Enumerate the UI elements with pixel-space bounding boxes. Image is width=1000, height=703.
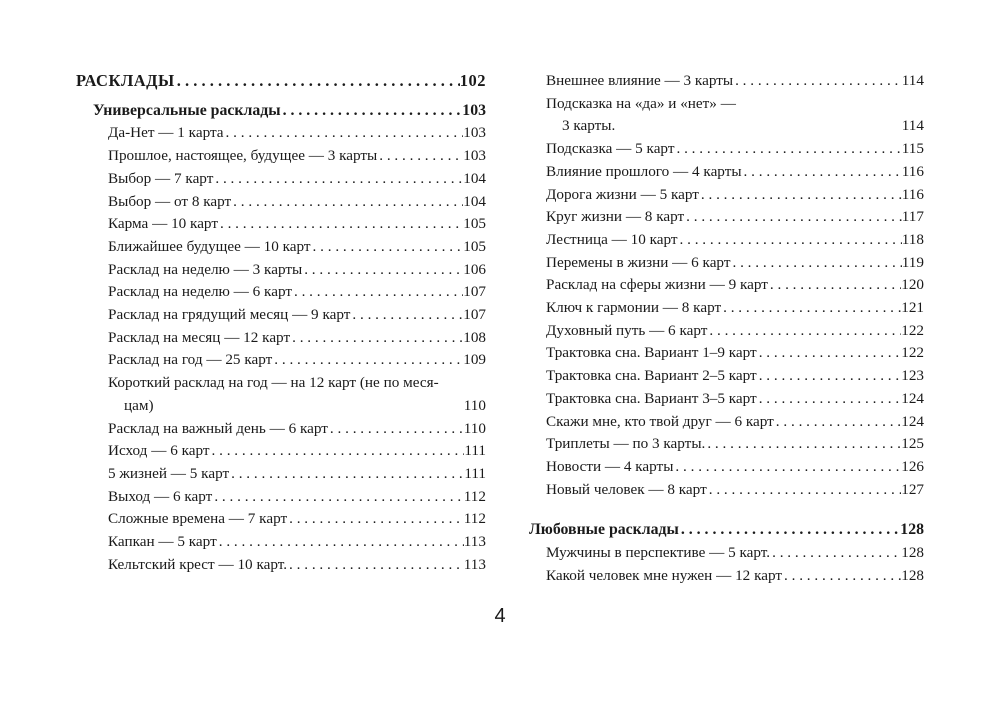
toc-entry-title: Ключ к гармонии — 8 карт bbox=[546, 299, 722, 317]
toc-entry-page: 122 bbox=[901, 321, 924, 339]
toc-section-title: РАСКЛАДЫ bbox=[76, 71, 175, 90]
leader-dots bbox=[231, 191, 463, 214]
toc-entry-title: Трактовка сна. Вариант 3–5 карт bbox=[546, 389, 757, 407]
toc-entry-page: 110 bbox=[463, 419, 486, 437]
toc-entry[interactable] bbox=[76, 168, 486, 191]
leader-dots bbox=[212, 486, 463, 509]
toc-entry[interactable] bbox=[76, 327, 486, 350]
toc-entry-page: 115 bbox=[901, 140, 924, 158]
leader-dots bbox=[705, 433, 901, 456]
toc-entry-title-line2: цам) bbox=[124, 396, 154, 414]
leader-dots bbox=[684, 206, 902, 229]
leader-dots bbox=[733, 70, 902, 93]
toc-entry-page: 104 bbox=[463, 169, 486, 187]
toc-entry-page: 103 bbox=[463, 147, 486, 165]
toc-entry-title: Триплеты — по 3 карты. bbox=[546, 435, 706, 453]
toc-entry-page: 127 bbox=[901, 480, 924, 498]
toc-entry-title: Сложные времена — 7 карт bbox=[108, 510, 288, 528]
toc-entry-page: 114 bbox=[901, 72, 924, 89]
toc-entry[interactable] bbox=[529, 297, 924, 320]
toc-entry[interactable] bbox=[76, 554, 486, 577]
leader-dots bbox=[281, 100, 463, 123]
leader-dots bbox=[730, 252, 901, 275]
leader-dots bbox=[674, 138, 901, 161]
leader-dots bbox=[678, 229, 902, 252]
leader-dots bbox=[673, 456, 901, 479]
toc-entry-page: 121 bbox=[901, 299, 924, 317]
toc-subsection-title: Универсальные расклады bbox=[93, 101, 281, 119]
toc-entry[interactable] bbox=[76, 304, 486, 327]
toc-entry-title: Круг жизни — 8 карт bbox=[546, 208, 685, 226]
toc-entry-page: 118 bbox=[901, 230, 924, 248]
toc-section-page: 102 bbox=[459, 71, 486, 90]
toc-entry-page: 124 bbox=[901, 412, 924, 430]
toc-entry-title-line1: Подсказка на «да» и «нет» — bbox=[546, 94, 736, 112]
leader-dots bbox=[175, 70, 460, 93]
toc-entry[interactable] bbox=[529, 274, 924, 297]
leader-dots bbox=[210, 440, 465, 463]
toc-entry-page: 105 bbox=[463, 215, 486, 233]
toc-entry-page: 103 bbox=[463, 124, 486, 142]
leader-dots bbox=[290, 327, 463, 350]
toc-left-items bbox=[76, 122, 486, 372]
toc-entry-title: Трактовка сна. Вариант 2–5 карт bbox=[546, 367, 757, 385]
toc-entry[interactable] bbox=[529, 206, 924, 229]
toc-entry-title: Мужчины в перспективе — 5 карт. bbox=[546, 544, 771, 562]
toc-entry-title: Новости — 4 карты bbox=[546, 457, 674, 475]
leader-dots bbox=[218, 213, 463, 236]
toc-entry[interactable] bbox=[76, 418, 486, 441]
toc-subsection-page: 128 bbox=[900, 521, 924, 539]
toc-subsection-entry[interactable] bbox=[76, 100, 486, 123]
toc-entry-title: Перемены в жизни — 6 карт bbox=[546, 253, 731, 271]
toc-right-items-2 bbox=[529, 542, 924, 587]
toc-entry-page: 113 bbox=[463, 533, 486, 551]
toc-entry-title-line2: 3 карты. bbox=[562, 117, 616, 135]
toc-entry-multiline[interactable] bbox=[76, 372, 486, 417]
toc-entry[interactable] bbox=[76, 122, 486, 145]
toc-entry-title: Да-Нет — 1 карта bbox=[108, 124, 224, 142]
leader-dots bbox=[377, 145, 463, 168]
leader-dots bbox=[757, 388, 902, 411]
leader-dots bbox=[721, 297, 901, 320]
toc-entry[interactable] bbox=[529, 456, 924, 479]
toc-entry-title-line1: Короткий расклад на год — на 12 карт (не по меся- bbox=[108, 374, 439, 392]
toc-entry-title: Расклад на год — 25 карт bbox=[108, 351, 273, 369]
toc-entry-page: 111 bbox=[464, 464, 486, 482]
toc-entry[interactable] bbox=[76, 349, 486, 372]
leader-dots bbox=[774, 411, 901, 434]
toc-entry-title: Кельтский крест — 10 карт. bbox=[108, 555, 288, 573]
leader-dots bbox=[757, 342, 902, 365]
toc-entry-title: Новый человек — 8 карт bbox=[546, 480, 707, 498]
toc-entry[interactable] bbox=[529, 342, 924, 365]
toc-entry[interactable] bbox=[529, 388, 924, 411]
toc-entry-page: 112 bbox=[463, 510, 486, 528]
toc-entry-page: 116 bbox=[901, 185, 924, 203]
toc-entry-title: Лестница — 10 карт bbox=[546, 230, 678, 248]
leader-dots bbox=[757, 365, 902, 388]
toc-entry-page: 111 bbox=[464, 442, 486, 460]
leader-dots bbox=[224, 122, 464, 145]
toc-entry-page: 117 bbox=[901, 208, 924, 226]
toc-entry[interactable] bbox=[529, 542, 924, 565]
leader-dots bbox=[292, 281, 463, 304]
toc-right-column bbox=[529, 70, 924, 587]
leader-dots bbox=[272, 349, 463, 372]
toc-entry[interactable] bbox=[529, 433, 924, 456]
toc-entry-title: Внешнее влияние — 3 карты bbox=[546, 72, 734, 89]
leader-dots bbox=[707, 479, 902, 502]
toc-entry-page: 107 bbox=[463, 306, 486, 324]
toc-entry-page: 110 bbox=[463, 396, 486, 414]
toc-entry-page: 119 bbox=[901, 253, 924, 271]
toc-entry[interactable] bbox=[76, 531, 486, 554]
toc-entry-title: Расклад на важный день — 6 карт bbox=[108, 419, 328, 437]
toc-entry-title: Духовный путь — 6 карт bbox=[546, 321, 708, 339]
toc-entry-title: Исход — 6 карт bbox=[108, 442, 210, 460]
toc-entry-title: Влияние прошлого — 4 карты bbox=[546, 162, 742, 180]
toc-right-items bbox=[529, 138, 924, 501]
toc-subsection-title: Любовные расклады bbox=[529, 521, 679, 539]
toc-entry-page: 107 bbox=[463, 283, 486, 301]
toc-entry[interactable] bbox=[529, 70, 924, 93]
toc-entry-page: 108 bbox=[463, 328, 486, 346]
toc-entry-title: Выбор — от 8 карт bbox=[108, 192, 232, 210]
toc-entry-title: Дорога жизни — 5 карт bbox=[546, 185, 699, 203]
toc-entry-page: 120 bbox=[901, 276, 924, 294]
page-number: 4 bbox=[494, 605, 506, 627]
toc-entry[interactable] bbox=[76, 259, 486, 282]
toc-entry[interactable] bbox=[529, 229, 924, 252]
leader-dots bbox=[328, 418, 464, 441]
toc-entry[interactable] bbox=[76, 281, 486, 304]
toc-left-items-2 bbox=[76, 418, 486, 577]
leader-dots bbox=[311, 236, 464, 259]
toc-entry-title: Расклад на грядущий месяц — 9 карт bbox=[108, 306, 351, 324]
toc-entry[interactable] bbox=[529, 138, 924, 161]
toc-entry[interactable] bbox=[76, 213, 486, 236]
toc-entry-title: Расклад на неделю — 6 карт bbox=[108, 283, 292, 301]
toc-entry-title: Прошлое, настоящее, будущее — 3 карты bbox=[108, 147, 378, 165]
toc-entry-title: Расклад на месяц — 12 карт bbox=[108, 328, 291, 346]
leader-dots bbox=[287, 554, 464, 577]
toc-entry[interactable] bbox=[529, 565, 924, 588]
toc-entry-page: 126 bbox=[901, 457, 924, 475]
toc-entry[interactable] bbox=[529, 320, 924, 343]
toc-entry-page: 128 bbox=[901, 566, 924, 584]
leader-dots bbox=[213, 168, 463, 191]
toc-entry[interactable] bbox=[76, 145, 486, 168]
toc-entry-title: Расклад на неделю — 3 карты bbox=[108, 260, 303, 278]
toc-entry-title: Ближайшее будущее — 10 карт bbox=[108, 237, 311, 255]
toc-entry-page: 105 bbox=[463, 237, 486, 255]
toc-entry[interactable] bbox=[76, 508, 486, 531]
toc-left-column bbox=[76, 70, 486, 576]
toc-entry-page: 113 bbox=[463, 555, 486, 573]
toc-entry-title: 5 жизней — 5 карт bbox=[108, 464, 230, 482]
toc-entry[interactable] bbox=[76, 191, 486, 214]
toc-entry-page: 106 bbox=[463, 260, 486, 278]
toc-entry-title: Выход — 6 карт bbox=[108, 487, 213, 505]
toc-entry[interactable] bbox=[529, 252, 924, 275]
leader-dots bbox=[302, 259, 463, 282]
toc-section-entry[interactable] bbox=[76, 70, 486, 93]
leader-dots bbox=[679, 519, 900, 542]
toc-entry-page: 112 bbox=[463, 487, 486, 505]
toc-entry[interactable] bbox=[76, 486, 486, 509]
toc-entry-page: 114 bbox=[901, 117, 924, 135]
leader-dots bbox=[768, 274, 901, 297]
leader-dots bbox=[229, 463, 464, 486]
leader-dots bbox=[287, 508, 464, 531]
leader-dots bbox=[782, 565, 901, 588]
toc-entry[interactable] bbox=[529, 184, 924, 207]
leader-dots bbox=[699, 184, 902, 207]
toc-entry-title: Скажи мне, кто твой друг — 6 карт bbox=[546, 412, 774, 430]
toc-entry-page: 124 bbox=[901, 389, 924, 407]
toc-entry[interactable] bbox=[76, 236, 486, 259]
leader-dots bbox=[217, 531, 464, 554]
toc-entry-title: Трактовка сна. Вариант 1–9 карт bbox=[546, 344, 757, 362]
toc-entry-page: 116 bbox=[901, 162, 924, 180]
toc-entry[interactable] bbox=[529, 365, 924, 388]
toc-subsection-page: 103 bbox=[462, 101, 486, 119]
toc-entry[interactable] bbox=[76, 463, 486, 486]
toc-entry-title: Капкан — 5 карт bbox=[108, 533, 217, 551]
toc-entry-title: Расклад на сферы жизни — 9 карт bbox=[546, 276, 768, 294]
toc-entry[interactable] bbox=[76, 440, 486, 463]
toc-entry-page: 122 bbox=[901, 344, 924, 362]
toc-entry-page: 128 bbox=[901, 544, 924, 562]
toc-entry-title: Выбор — 7 карт bbox=[108, 169, 214, 187]
toc-entry-title: Какой человек мне нужен — 12 карт bbox=[546, 566, 782, 584]
toc-entry-title: Подсказка — 5 карт bbox=[546, 140, 675, 158]
leader-dots bbox=[707, 320, 901, 343]
toc-entry-page: 104 bbox=[463, 192, 486, 210]
leader-dots bbox=[770, 542, 901, 565]
leader-dots bbox=[742, 161, 902, 184]
toc-entry-page: 123 bbox=[901, 367, 924, 385]
toc-entry[interactable] bbox=[529, 479, 924, 502]
leader-dots bbox=[350, 304, 463, 327]
toc-subsection-entry[interactable] bbox=[529, 519, 924, 542]
toc-entry-page: 125 bbox=[901, 435, 924, 453]
toc-entry[interactable] bbox=[529, 161, 924, 184]
toc-entry-multiline[interactable] bbox=[529, 93, 924, 138]
toc-entry[interactable] bbox=[529, 411, 924, 434]
toc-entry-page: 109 bbox=[463, 351, 486, 369]
toc-entry-title: Карма — 10 карт bbox=[108, 215, 218, 233]
